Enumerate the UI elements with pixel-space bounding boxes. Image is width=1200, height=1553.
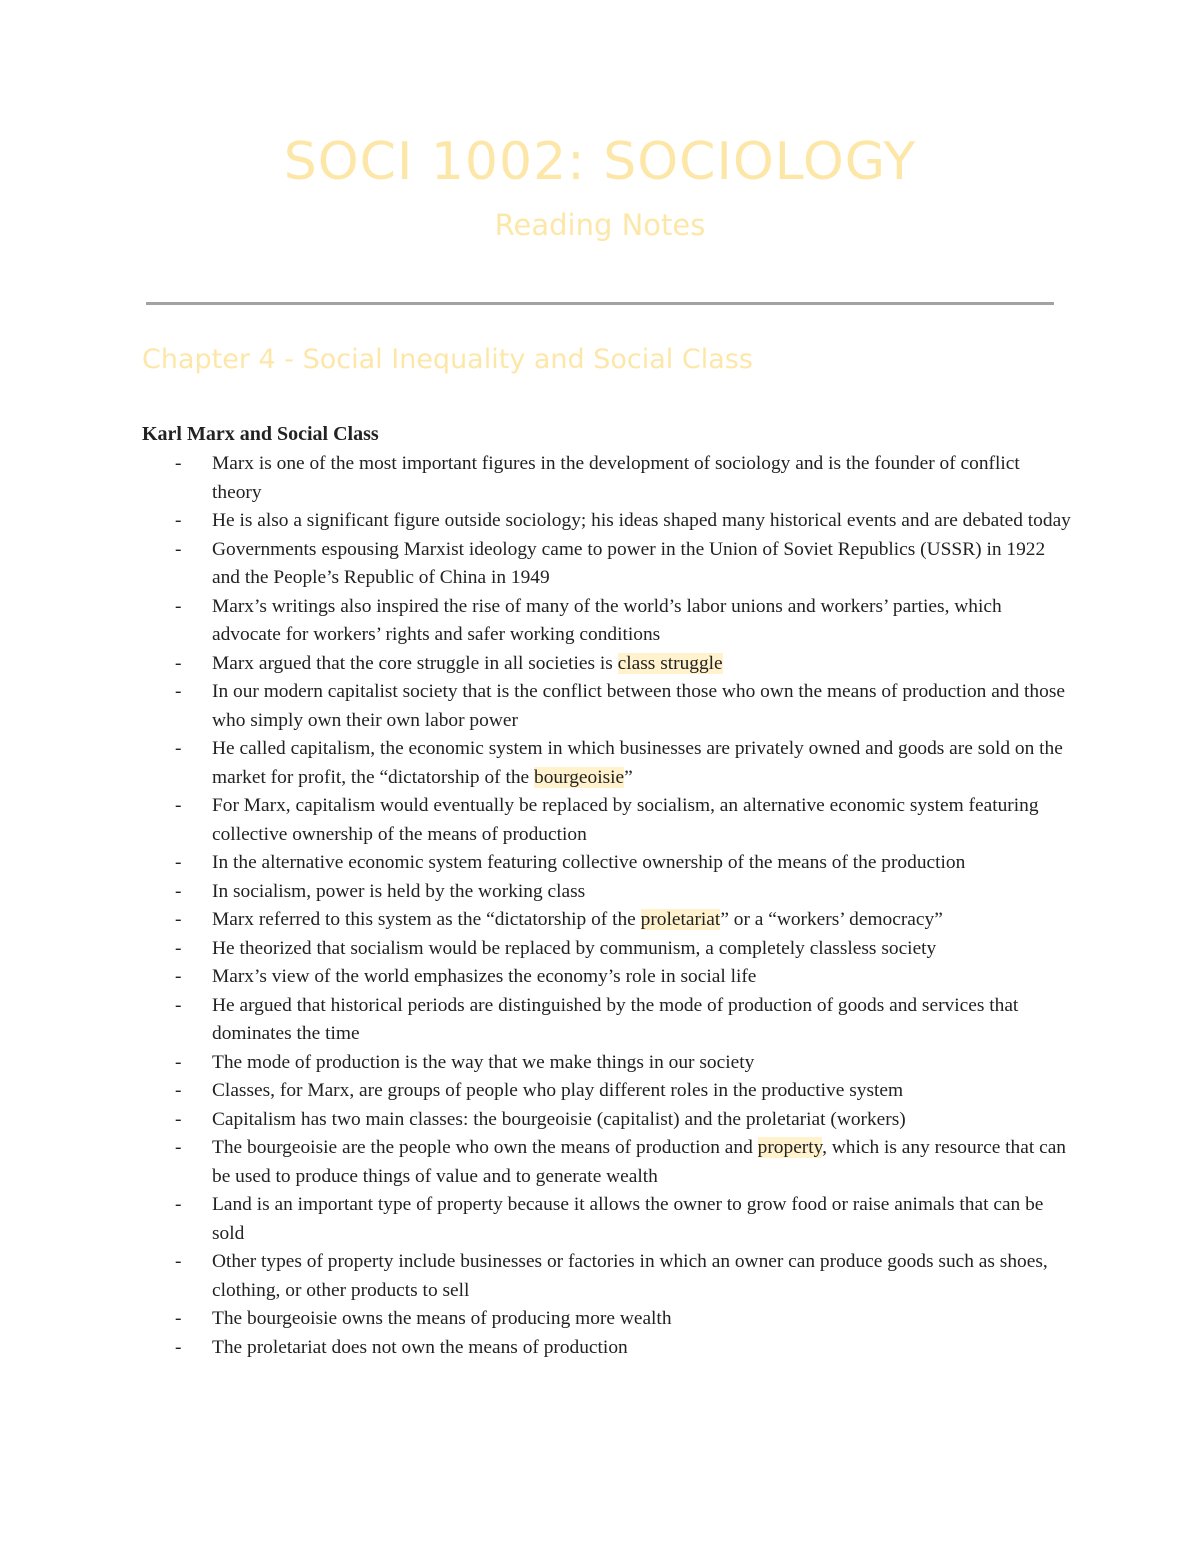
highlighted-term: bourgeoisie [534, 766, 625, 788]
bullet-dash: - [175, 510, 182, 531]
bullet-item [142, 735, 1072, 792]
bullet-dash: - [175, 937, 182, 959]
bullet-text: Marx is one of the most important figures in the development of sociology and is the founder of conflict theory [212, 453, 1020, 503]
bullet-item [142, 593, 1072, 650]
bullet-text: ” or a “workers’ democracy” [720, 909, 943, 930]
bullet-text: Marx’s view of the world emphasizes the economy’s role in social life [212, 966, 757, 987]
bullet-dash: - [175, 1051, 182, 1073]
bullet-item [142, 849, 1072, 878]
bullet-item [142, 935, 1072, 964]
bullet-item [142, 1077, 1072, 1106]
bullet-item [142, 1334, 1072, 1363]
bullet-item [142, 992, 1072, 1049]
bullet-text: He is also a significant figure outside sociology; his ideas shaped many historical events and are debated today [212, 510, 1071, 531]
bullet-text: , which is any resource that can be used to produce things of value and to generate wealth [212, 1137, 1067, 1187]
bullet-dash: - [175, 681, 182, 702]
bullet-text: Governments espousing Marxist ideology came to power in the Union of Soviet Republics (USSR) in 1922 and the People’s Republic of China in 1949 [212, 538, 1046, 588]
bullet-dash: - [175, 1336, 182, 1358]
bullet-text: He argued that historical periods are distinguished by the mode of production of goods and services that dominates the time [212, 994, 1019, 1044]
bullet-text: The bourgeoisie are the people who own the means of production and [212, 1137, 758, 1158]
bullet-item [142, 650, 1072, 679]
bullet-text: He called capitalism, the economic system in which businesses are privately owned and goods are sold on the market for profit, the “dictatorship of the [212, 738, 1063, 788]
bullet-text: The proletariat does not own the means of production [212, 1336, 628, 1358]
bullet-dash: - [175, 880, 182, 902]
bullet-dash: - [175, 852, 182, 873]
bullet-dash: - [175, 1080, 182, 1101]
bullet-dash: - [175, 595, 182, 617]
section-heading: Karl Marx and Social Class [142, 423, 379, 445]
bullet-item [142, 507, 1072, 536]
bullet-item [142, 678, 1072, 735]
bullet-text: Marx’s writings also inspired the rise of many of the world’s labor unions and workers’ parties, which advocate for workers’ rights and safer working conditions [212, 595, 1002, 645]
bullet-text: In the alternative economic system featuring collective ownership of the means of the production [212, 852, 966, 873]
bullet-text: In socialism, power is held by the working class [212, 880, 586, 902]
bullet-dash: - [175, 1137, 182, 1158]
bullet-item [142, 1106, 1072, 1135]
bullet-text: Classes, for Marx, are groups of people who play different roles in the productive system [212, 1080, 904, 1101]
bullet-dash: - [175, 1251, 182, 1272]
bullet-text: Land is an important type of property because it allows the owner to grow food or raise animals that can be sold [212, 1194, 1044, 1244]
bullet-text: For Marx, capitalism would eventually be replaced by socialism, an alternative economic system featuring collective ownership of the means of production [212, 795, 1039, 845]
bullet-item [142, 906, 1072, 935]
bullet-text: ” [624, 766, 633, 788]
document-subtitle: Reading Notes [494, 208, 706, 242]
highlighted-term: proletariat [640, 909, 721, 930]
bullet-item [142, 536, 1072, 593]
bullet-dash: - [175, 1108, 182, 1130]
bullet-list [142, 450, 1072, 1362]
document-title: SOCI 1002: SOCIOLOGY [283, 132, 917, 192]
bullet-dash: - [175, 966, 182, 987]
bullet-item [142, 1049, 1072, 1078]
bullet-text: Marx referred to this system as the “dictatorship of the [212, 909, 641, 930]
bullet-text: Capitalism has two main classes: the bourgeoisie (capitalist) and the proletariat (workers) [212, 1108, 906, 1130]
bullet-text: Other types of property include businesses or factories in which an owner can produce goods such as shoes, clothing, or other products to sell [212, 1251, 1048, 1301]
bullet-item [142, 963, 1072, 992]
highlighted-term: property [757, 1137, 823, 1158]
bullet-item [142, 1191, 1072, 1248]
bullet-text: Marx argued that the core struggle in all societies is [212, 652, 618, 674]
bullet-dash: - [175, 1308, 182, 1329]
bullet-item [142, 792, 1072, 849]
bullet-text: In our modern capitalist society that is the conflict between those who own the means of production and those who simply own their own labor power [212, 681, 1065, 731]
bullet-item [142, 1305, 1072, 1334]
bullet-dash: - [175, 652, 182, 674]
bullet-dash: - [175, 738, 182, 759]
bullet-dash: - [175, 538, 182, 560]
bullet-item [142, 1134, 1072, 1191]
bullet-text: The bourgeoisie owns the means of producing more wealth [212, 1308, 672, 1329]
bullet-dash: - [175, 1194, 182, 1215]
bullet-dash: - [175, 795, 182, 816]
bullet-item [142, 450, 1072, 507]
bullet-dash: - [175, 453, 182, 474]
bullet-text: The mode of production is the way that we make things in our society [212, 1051, 755, 1073]
chapter-heading: Chapter 4 - Social Inequality and Social Class [142, 344, 753, 375]
bullet-dash: - [175, 909, 182, 930]
bullet-dash: - [175, 994, 182, 1016]
bullet-item [142, 1248, 1072, 1305]
horizontal-divider [146, 302, 1054, 305]
bullet-item [142, 878, 1072, 907]
highlighted-term: class struggle [617, 652, 723, 674]
bullet-text: He theorized that socialism would be replaced by communism, a completely classless society [212, 937, 937, 959]
